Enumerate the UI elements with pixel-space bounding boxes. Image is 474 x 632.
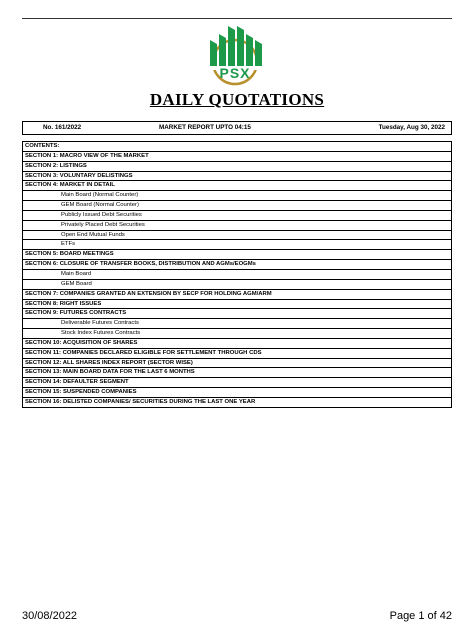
contents-section-row: SECTION 6: CLOSURE OF TRANSFER BOOKS, DISTRIBUTION AND AGMs/EOGMs (23, 260, 451, 270)
psx-logo-icon (198, 22, 272, 86)
contents-section-row: SECTION 7: COMPANIES GRANTED AN EXTENSION BY SECP FOR HOLDING AGM/ARM (23, 290, 451, 300)
footer-date: 30/08/2022 (22, 610, 78, 622)
contents-table (22, 141, 452, 408)
contents-section-row: SECTION 13: MAIN BOARD DATA FOR THE LAST 6 MONTHS (23, 368, 451, 378)
contents-subsection-row: GEM Board (Normal Counter) (23, 201, 451, 211)
contents-section-row: SECTION 3: VOLUNTARY DELISTINGS (23, 172, 451, 182)
contents-subsection-row: Publicly Issued Debt Securities (23, 211, 451, 221)
contents-section-row: SECTION 12: ALL SHARES INDEX REPORT (SECTOR WISE) (23, 359, 451, 369)
contents-subsection-row: Open End Mutual Funds (23, 231, 451, 241)
report-header (22, 121, 452, 135)
contents-subsection-row: GEM Board (23, 280, 451, 290)
contents-section-row: SECTION 15: SUSPENDED COMPANIES (23, 388, 451, 398)
contents-section-row: SECTION 9: FUTURES CONTRACTS (23, 309, 451, 319)
top-divider (22, 18, 452, 19)
page-title: DAILY QUOTATIONS (149, 90, 325, 109)
contents-section-row: SECTION 14: DEFAULTER SEGMENT (23, 378, 451, 388)
contents-section-row: SECTION 16: DELISTED COMPANIES/ SECURITIES DURING THE LAST ONE YEAR (25, 398, 256, 405)
contents-subsection-row: Deliverable Futures Contracts (23, 319, 451, 329)
contents-subsection-row: Stock Index Futures Contracts (23, 329, 451, 339)
report-date: Tuesday, Aug 30, 2022 (378, 124, 445, 131)
contents-section-row: SECTION 8: RIGHT ISSUES (23, 300, 451, 310)
contents-subsection-row: ETFs (23, 240, 451, 250)
report-number: No. 161/2022 (43, 124, 82, 131)
psx-logo (198, 22, 272, 86)
report-label: MARKET REPORT UPTO 04:15 (159, 124, 251, 131)
contents-section-row: CONTENTS: (23, 142, 451, 152)
contents-section-row: SECTION 1: MACRO VIEW OF THE MARKET (23, 152, 451, 162)
psx-logo-text: PSX (219, 65, 251, 81)
contents-section-row: SECTION 2: LISTINGS (23, 162, 451, 172)
contents-section-row: SECTION 5: BOARD MEETINGS (23, 250, 451, 260)
contents-section-row: SECTION 4: MARKET IN DETAIL (23, 181, 451, 191)
contents-section-row: SECTION 10: ACQUISITION OF SHARES (23, 339, 451, 349)
contents-subsection-row: Main Board (Normal Counter) (23, 191, 451, 201)
footer-page-number: Page 1 of 42 (389, 610, 452, 622)
contents-subsection-row: Privately Placed Debt Securities (23, 221, 451, 231)
contents-subsection-row: Main Board (23, 270, 451, 280)
contents-section-row: SECTION 11: COMPANIES DECLARED ELIGIBLE FOR SETTLEMENT THROUGH CDS (23, 349, 451, 359)
